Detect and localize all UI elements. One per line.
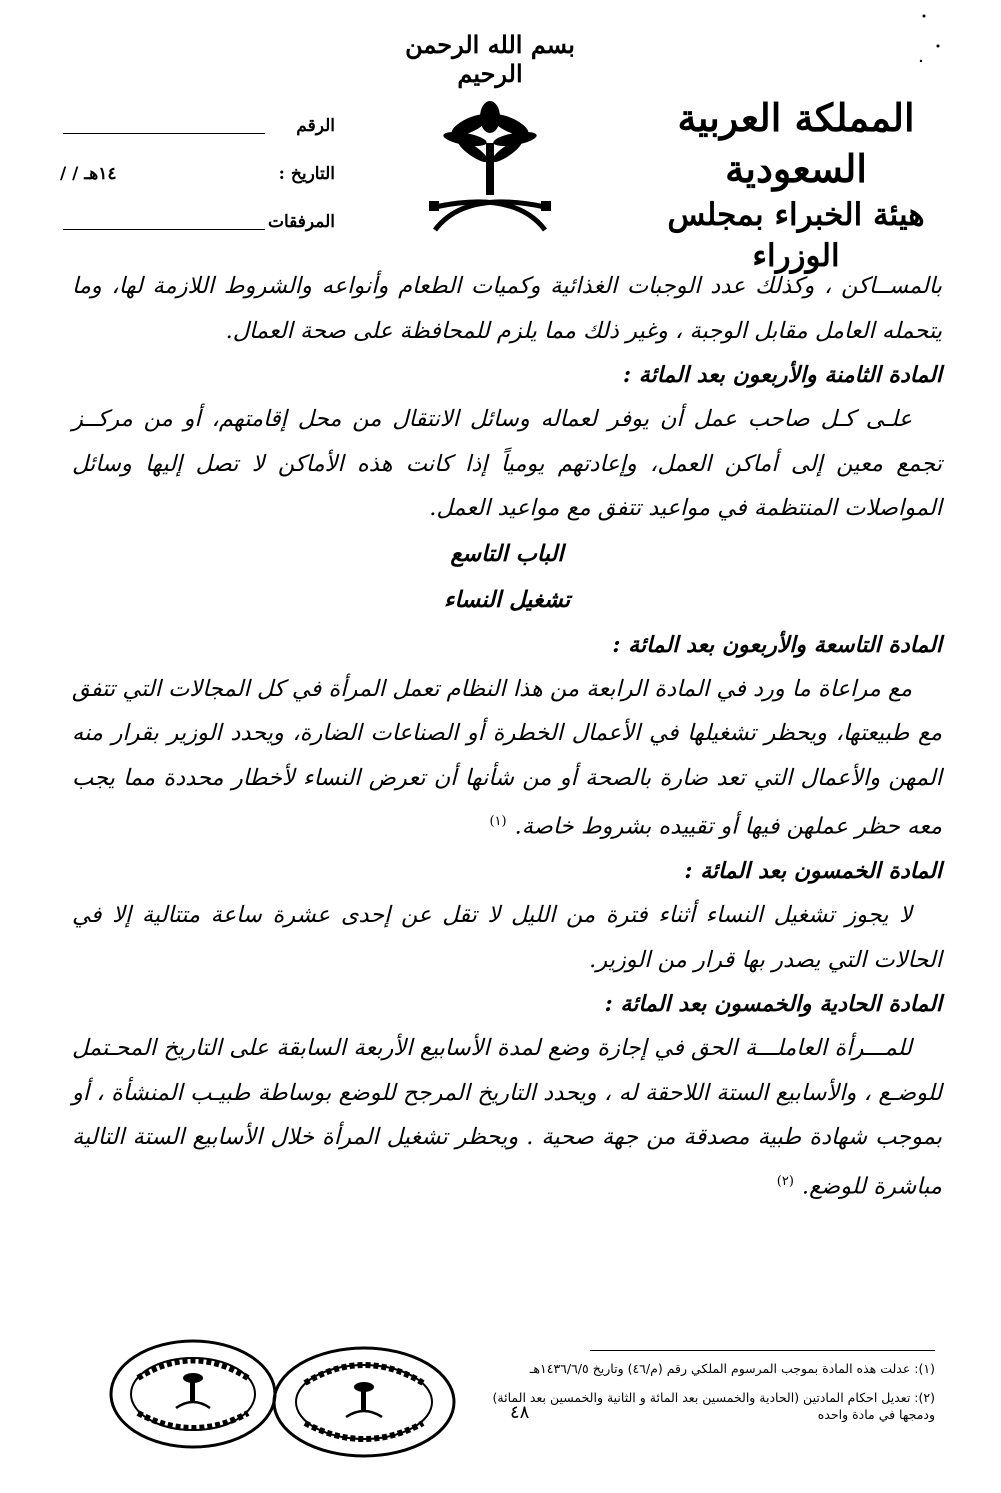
org-authority: هيئة الخبراء بمجلس الوزراء xyxy=(667,196,925,275)
footnote-ref: (٢) xyxy=(776,1173,794,1189)
footnote: (٢): تعديل احكام المادتين (الحادية والخمسين بعد المائة و الثانية والخمسين بعد المائة) ودمجها في مادة واحده xyxy=(492,1390,935,1422)
ref-label: الرقم xyxy=(296,116,335,136)
article-heading: المادة الخمسون بعد المائة : xyxy=(684,858,942,884)
paragraph xyxy=(72,1026,942,1209)
date-label: التاريخ : xyxy=(278,164,335,184)
footnotes xyxy=(490,1360,935,1435)
organization-name xyxy=(626,92,966,278)
attachments-label: المرفقات xyxy=(267,212,335,232)
saudi-emblem-icon xyxy=(425,95,555,245)
page-number: ٤٨ xyxy=(510,1402,530,1423)
date-value: / / ١٤هـ xyxy=(60,164,117,184)
paragraph: علـى كـل صاحب عمل أن يوفر لعماله وسائل الانتقال من محل إقامتهم، أو من مركــز تجمع معين إلى أماكن العمل، وإعادتهم يومياً إذا كانت هذه الأماكن لا تصل إليها وسائل المواصلات المنتظمة في مواعيد تتفق مع مواعيد العمل. xyxy=(72,406,942,521)
paragraph xyxy=(72,667,942,850)
footnote-divider xyxy=(590,1350,935,1351)
attachments-line xyxy=(63,215,265,230)
document-body xyxy=(72,264,942,1209)
paragraph: بالمســاكن ، وكذلك عدد الوجبات الغذائية وكميات الطعام وأنواعه والشروط اللازمة لها، وما يتحمله العامل مقابل الوجبة ، وغير ذلك مما يلزم للمحافظة على صحة العمال. xyxy=(72,273,942,344)
org-country: المملكة العربية السعودية xyxy=(677,95,915,192)
ref-line xyxy=(63,119,265,134)
letter-meta xyxy=(45,102,335,246)
footnote: (١): عدلت هذه المادة بموجب المرسوم الملكي رقم (م/٤٦) وتاريخ ١٤٣٦/٦/٥هـ xyxy=(529,1361,935,1376)
official-seal-icon xyxy=(108,1338,278,1450)
footnote-ref: (١) xyxy=(489,814,507,829)
basmala: بسم الله الرحمن الرحيم xyxy=(405,30,575,88)
article-heading: المادة التاسعة والأربعون بعد المائة : xyxy=(612,631,942,658)
paragraph-text: للمـــرأة العاملـــة الحق في إجازة وضع لمدة الأسابيع الأربعة السابقة على التاريخ المحـتمل للوضـع ، والأسابيع الستة اللاحقة له ، ويحدد التاريخ المرجح للوضع بوساطة طبيـب المنشأة ، أو بموجب شهادة طبية مصدقة من جهة صحية . ويحظر تشغيل المرأة خلال الأسابيع الستة التالية مباشرة للوضع. xyxy=(72,1035,942,1199)
date-row xyxy=(45,150,335,198)
article-heading: المادة الثامنة والأربعون بعد المائة : xyxy=(623,362,942,388)
paragraph-text: مع مراعاة ما ورد في المادة الرابعة من هذا النظام تعمل المرأة في كل المجالات التي تتفق مع طبيعتها، ويحظر تشغيلها في الأعمال الخطرة أو الصناعات الضارة، ويحدد الوزير بقرار منه المهن والأعمال التي تعد ضارة بالصحة أو من شأنها أن تعرض النساء لأخطار محددة مما يجب معه حظر عملهن فيها أو تقييده بشروط خاصة. xyxy=(72,675,942,840)
chapter-subtitle: تشغيل النساء xyxy=(443,586,571,613)
ref-row xyxy=(45,102,335,150)
chapter-title: الباب التاسع xyxy=(450,540,564,567)
paragraph: لا يجوز تشغيل النساء أثناء فترة من الليل لا تقل عن إحدى عشرة ساعة متتالية إلا في الحالات التي يصدر بها قرار من الوزير. xyxy=(72,902,942,973)
scan-specks xyxy=(916,6,946,66)
official-seal-icon xyxy=(270,1345,458,1460)
attachments-row xyxy=(45,198,335,246)
article-heading: المادة الحادية والخمسون بعد المائة : xyxy=(604,991,942,1017)
